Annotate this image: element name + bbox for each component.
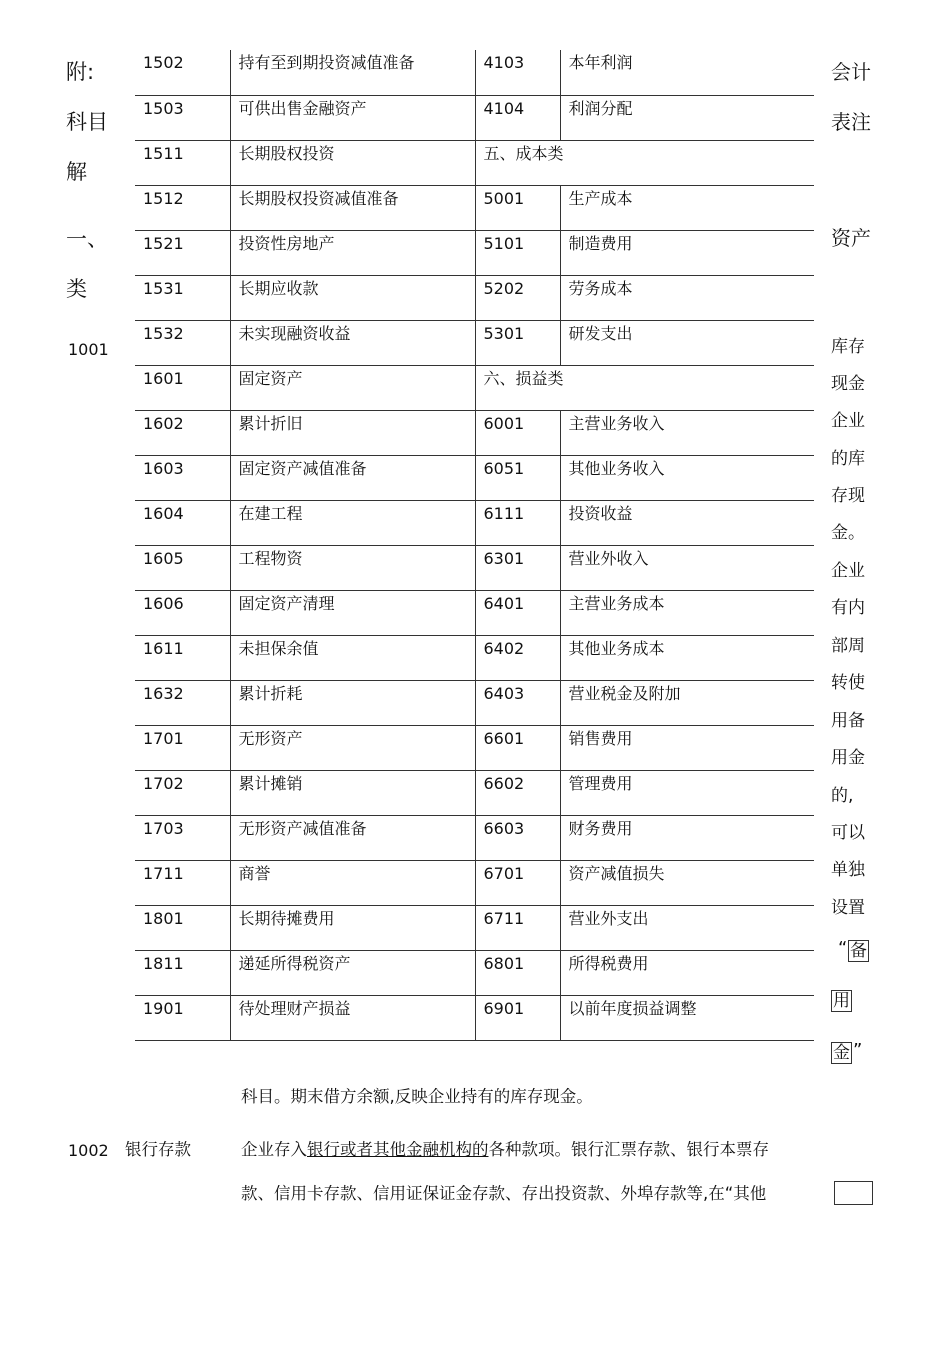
account-table [135,50,814,1041]
quote-open: “ [838,938,848,959]
account-name: 其他业务成本 [560,635,814,680]
account-code: 1701 [135,725,230,770]
boxed-char-yong: 用 [833,991,850,1011]
side-text-13: 可以 [831,823,865,843]
account-name: 在建工程 [230,500,475,545]
account-code: 6801 [475,950,560,995]
side-text-2: 企业 [831,411,865,431]
table-row [135,905,814,950]
account-name: 未担保余值 [230,635,475,680]
table-row [135,455,814,500]
account-code: 1901 [135,995,230,1040]
account-name: 长期股权投资 [230,140,475,185]
side-text-0: 库存 [831,337,865,357]
account-name: 无形资产 [230,725,475,770]
account-name: 固定资产清理 [230,590,475,635]
account-code: 1532 [135,320,230,365]
account-name: 工程物资 [230,545,475,590]
side-text-10: 用备 [831,711,865,731]
bank-line1-underlined: 银行或者其他金融机构的 [307,1140,489,1159]
account-name: 利润分配 [560,95,814,140]
account-name: 无形资产减值准备 [230,815,475,860]
account-name: 累计摊销 [230,770,475,815]
account-code: 6402 [475,635,560,680]
account-name: 累计折耗 [230,680,475,725]
account-code: 1502 [135,50,230,95]
account-name: 资产减值损失 [560,860,814,905]
account-code: 6051 [475,455,560,500]
account-name: 主营业务收入 [560,410,814,455]
side-text-14: 单独 [831,860,865,880]
right-heading-kuaiji: 会计 [831,60,871,84]
account-code: 5202 [475,275,560,320]
account-code: 1602 [135,410,230,455]
account-name: 管理费用 [560,770,814,815]
side-text-4: 存现 [831,486,865,506]
account-code: 1611 [135,635,230,680]
table-row [135,50,814,95]
account-code: 1702 [135,770,230,815]
account-name: 财务费用 [560,815,814,860]
table-row [135,860,814,905]
account-code: 6602 [475,770,560,815]
account-code: 1511 [135,140,230,185]
bank-description-line1 [241,1140,769,1160]
account-code: 5101 [475,230,560,275]
account-name: 固定资产 [230,365,475,410]
account-name: 制造费用 [560,230,814,275]
table-row [135,680,814,725]
account-name: 主营业务成本 [560,590,814,635]
account-code: 1711 [135,860,230,905]
account-code: 6403 [475,680,560,725]
account-name: 劳务成本 [560,275,814,320]
left-heading-yi: 一、 [66,227,108,251]
account-code: 5001 [475,185,560,230]
bank-title: 银行存款 [125,1140,191,1159]
account-name: 未实现融资收益 [230,320,475,365]
left-heading-kemu: 科目 [66,110,108,134]
table-row [135,995,814,1040]
left-heading-jie: 解 [66,160,87,184]
account-code: 1601 [135,365,230,410]
table-row [135,815,814,860]
account-name: 递延所得税资产 [230,950,475,995]
side-text-6: 企业 [831,561,865,581]
table-row [135,410,814,455]
right-heading-zichan: 资产 [831,226,871,250]
account-name: 待处理财产损益 [230,995,475,1040]
table-row [135,320,814,365]
table-row [135,185,814,230]
boxed-char-bei: 备 [850,941,867,961]
account-code: 1531 [135,275,230,320]
side-text-12: 的, [831,786,854,806]
account-name: 所得税费用 [560,950,814,995]
account-name: 累计折旧 [230,410,475,455]
boxed-char-jin: 金 [833,1043,850,1063]
table-row [135,725,814,770]
account-name: 长期应收款 [230,275,475,320]
side-text-9: 转使 [831,673,865,693]
table-row [135,770,814,815]
account-code: 5301 [475,320,560,365]
account-code: 6301 [475,545,560,590]
account-code: 1811 [135,950,230,995]
account-code: 6001 [475,410,560,455]
account-code: 1605 [135,545,230,590]
account-code: 6711 [475,905,560,950]
bank-description-line2: 款、信用卡存款、信用证保证金存款、存出投资款、外埠存款等,在“其他 [241,1184,767,1203]
account-name: 可供出售金融资产 [230,95,475,140]
account-code: 6111 [475,500,560,545]
account-code: 6701 [475,860,560,905]
account-code: 1632 [135,680,230,725]
account-code: 1801 [135,905,230,950]
account-name: 营业外支出 [560,905,814,950]
table-row [135,950,814,995]
table-row [135,635,814,680]
side-text-5: 金。 [831,523,865,543]
account-code: 6601 [475,725,560,770]
table-row [135,95,814,140]
bank-code: 1002 [68,1141,109,1160]
account-name: 营业税金及附加 [560,680,814,725]
side-text-7: 有内 [831,598,865,618]
account-code: 1703 [135,815,230,860]
quote-close: ” [853,1040,863,1061]
account-name: 营业外收入 [560,545,814,590]
account-code: 1521 [135,230,230,275]
account-name: 生产成本 [560,185,814,230]
table-row [135,545,814,590]
table-row [135,365,814,410]
section-heading-profit-loss: 六、损益类 [475,365,814,410]
account-code: 6901 [475,995,560,1040]
bank-line1-pre: 企业存入 [241,1140,307,1159]
account-code: 1503 [135,95,230,140]
left-code-1001: 1001 [68,340,109,359]
table-row [135,500,814,545]
account-name: 持有至到期投资减值准备 [230,50,475,95]
section-heading-cost: 五、成本类 [475,140,814,185]
side-text-15: 设置 [831,898,865,918]
account-code: 4104 [475,95,560,140]
account-name: 其他业务收入 [560,455,814,500]
account-name: 以前年度损益调整 [560,995,814,1040]
account-code: 1604 [135,500,230,545]
empty-box [834,1181,873,1205]
account-code: 1606 [135,590,230,635]
account-code: 1512 [135,185,230,230]
left-heading-fu: 附: [66,60,95,84]
side-text-1: 现金 [831,374,865,394]
account-code: 4103 [475,50,560,95]
account-name: 投资收益 [560,500,814,545]
side-text-3: 的库 [831,449,865,469]
account-name: 长期股权投资减值准备 [230,185,475,230]
account-code: 6603 [475,815,560,860]
bank-line1-post: 各种款项。银行汇票存款、银行本票存 [488,1140,769,1159]
table-row [135,590,814,635]
account-code: 6401 [475,590,560,635]
account-name: 销售费用 [560,725,814,770]
right-heading-biaozhu: 表注 [831,110,871,134]
side-text-8: 部周 [831,636,865,656]
account-code: 1603 [135,455,230,500]
table-row [135,140,814,185]
account-name: 长期待摊费用 [230,905,475,950]
left-heading-lei: 类 [66,277,87,301]
account-name: 研发支出 [560,320,814,365]
account-name: 投资性房地产 [230,230,475,275]
side-text-11: 用金 [831,748,865,768]
table-row [135,275,814,320]
account-name: 固定资产减值准备 [230,455,475,500]
account-name: 本年利润 [560,50,814,95]
account-name: 商誉 [230,860,475,905]
table-row [135,230,814,275]
cash-description-end: 科目。期末借方余额,反映企业持有的库存现金。 [241,1087,593,1106]
